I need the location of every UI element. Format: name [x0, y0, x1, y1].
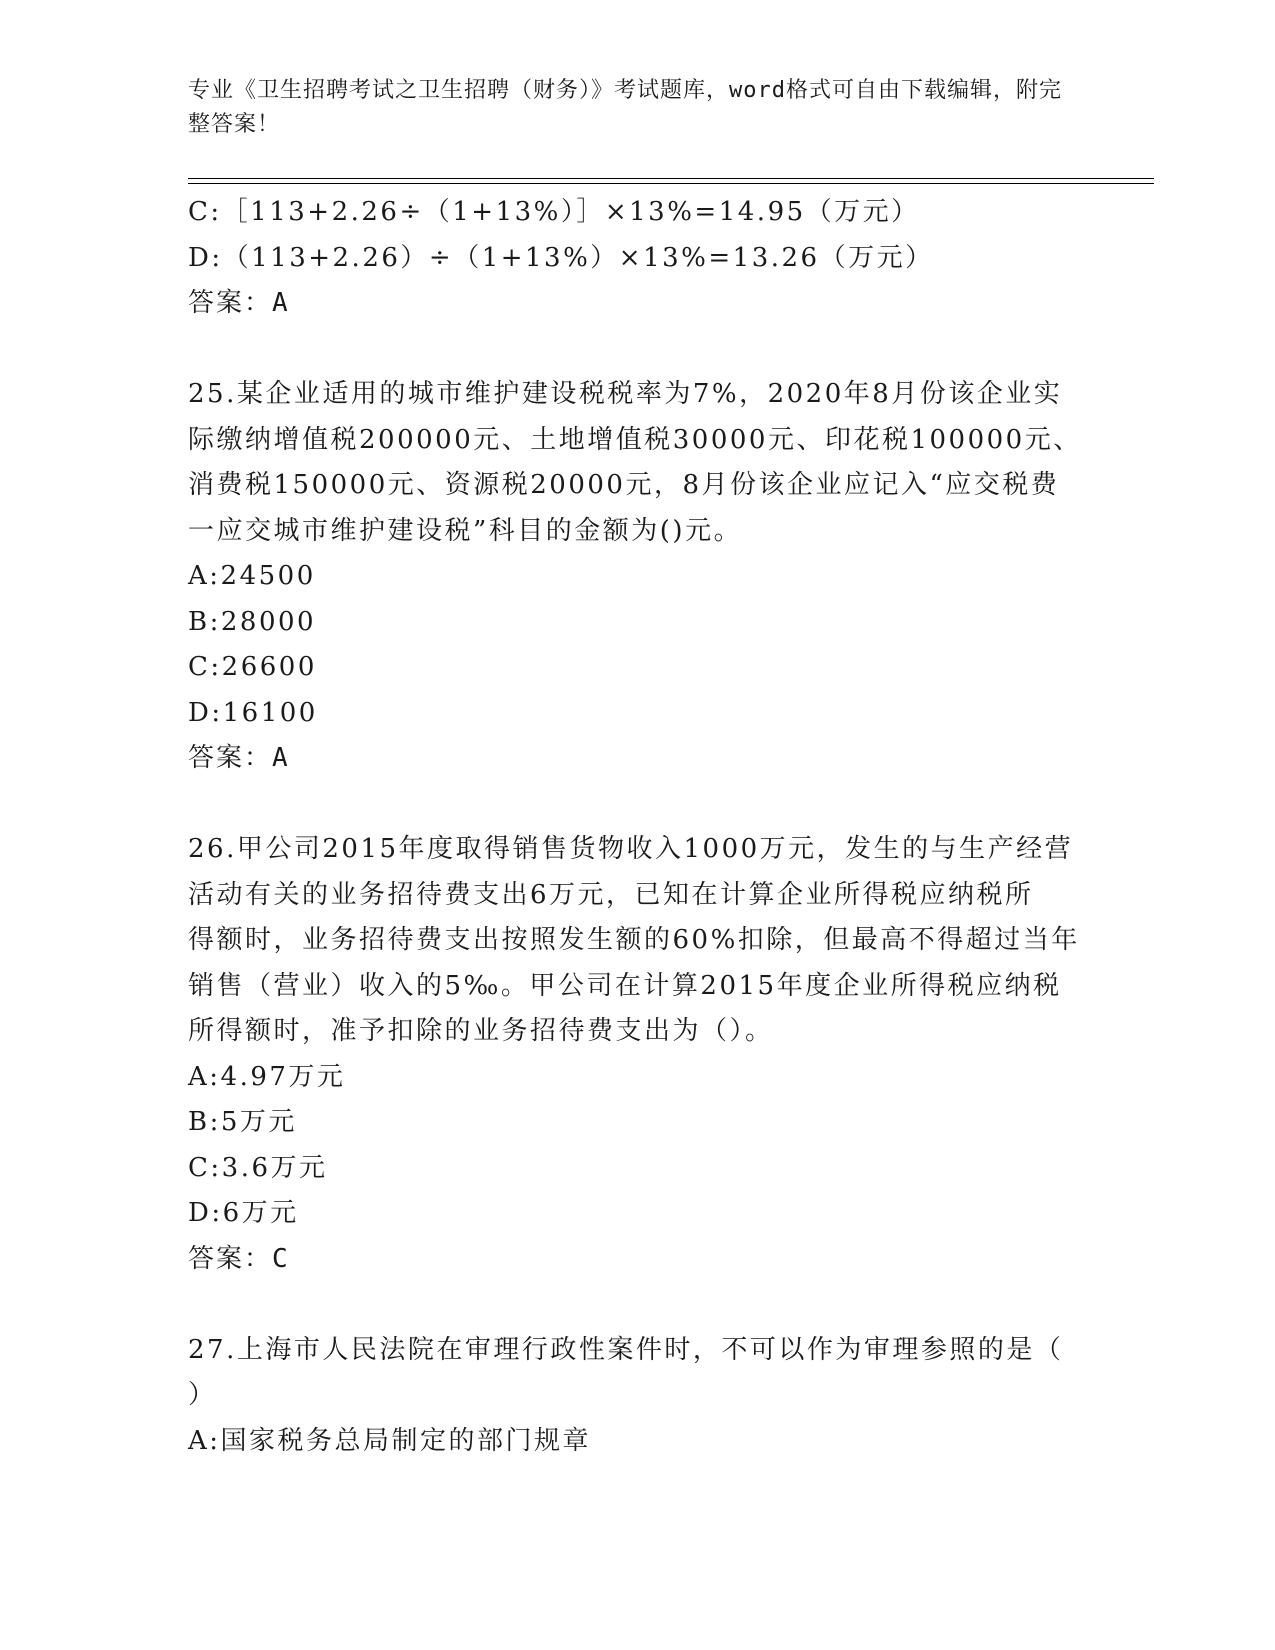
question-26-line: 活动有关的业务招待费支出6万元，已知在计算企业所得税应纳税所 [188, 879, 1034, 910]
spacer [188, 327, 1088, 373]
question-content [188, 190, 1088, 1464]
question-25-line: 一应交城市维护建设税”科目的金额为()元。 [188, 515, 743, 546]
spacer [188, 782, 1088, 828]
spacer [188, 1282, 1088, 1328]
question-25-option-b: B:28000 [188, 606, 317, 637]
question-25-line: 际缴纳增值税200000元、土地增值税30000元、印花税100000元、 [188, 424, 1082, 455]
question-26-option-c: C:3.6万元 [188, 1152, 328, 1183]
question-26 [188, 827, 1088, 1282]
question-25-line: 25.某企业适用的城市维护建设税税率为7%，2020年8月份该企业实 [188, 379, 1063, 409]
question-26-line: 26.甲公司2015年度取得销售货物收入1000万元，发生的与生产经营 [188, 834, 1074, 864]
question-27 [188, 1328, 1088, 1465]
question-26-option-d: D:6万元 [188, 1198, 299, 1228]
question-26-option-b: B:5万元 [188, 1107, 297, 1137]
question-25-option-a: A:24500 [188, 561, 316, 591]
question-25-line: 消费税150000元、资源税20000元，8月份该企业应记入“应交税费 [188, 470, 1060, 500]
question-25 [188, 372, 1088, 782]
header-divider-top [188, 178, 1154, 179]
question-25-answer: 答案：A [188, 743, 290, 773]
prev-answer: 答案：A [188, 288, 290, 318]
question-27-line: 27.上海市人民法院在审理行政性案件时，不可以作为审理参照的是（ [188, 1334, 1064, 1365]
prev-option-c: C:［113+2.26÷（1+13%）］×13%=14.95（万元） [188, 197, 920, 227]
question-27-line: ） [188, 1380, 217, 1410]
question-27-option-a: A:国家税务总局制定的部门规章 [188, 1425, 592, 1456]
question-26-line: 销售（营业）收入的5‰。甲公司在计算2015年度企业所得税应纳税 [188, 970, 1062, 1001]
header-divider-bottom [188, 183, 1154, 184]
question-26-answer: 答案：C [188, 1243, 290, 1274]
question-26-line: 得额时，业务招待费支出按照发生额的60%扣除，但最高不得超过当年 [188, 925, 1080, 955]
question-25-option-c: C:26600 [188, 652, 317, 682]
page-header: 专业《卫生招聘考试之卫生招聘（财务）》考试题库，word格式可自由下载编辑，附完整答案！ [188, 78, 1062, 137]
question-26-option-a: A:4.97万元 [188, 1061, 346, 1092]
question-26-line: 所得额时，准予扣除的业务招待费支出为（）。 [188, 1016, 774, 1046]
prev-option-d: D:（113+2.26）÷（1+13%）×13%=13.26（万元） [188, 242, 934, 273]
question-25-option-d: D:16100 [188, 697, 318, 728]
